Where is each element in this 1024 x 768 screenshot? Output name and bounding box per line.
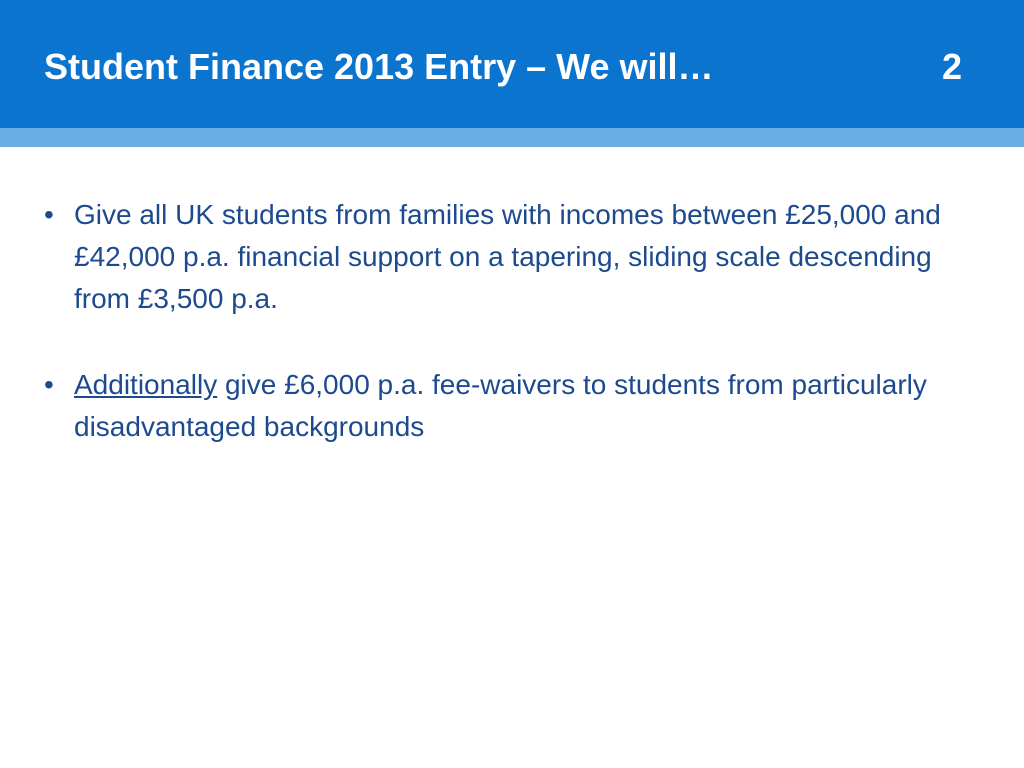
slide-title: Student Finance 2013 Entry – We will… — [44, 46, 714, 87]
bullet-text: give £6,000 p.a. fee-waivers to students from particularly disadvantaged backgrounds — [74, 369, 927, 442]
accent-band — [0, 128, 1024, 147]
bullet-item — [44, 194, 964, 320]
bullet-text: Give all UK students from families with incomes between £25,000 and £42,000 p.a. financial support on a tapering, sliding scale descending from £3,500 p.a. — [74, 199, 941, 314]
slide-number: 2 — [942, 46, 963, 87]
bullet-item — [44, 364, 964, 448]
bullet-dot-icon: • — [44, 199, 54, 230]
bullet-list — [44, 194, 964, 492]
bullet-dot-icon: • — [44, 369, 54, 400]
bullet-lead-underlined: Additionally — [74, 369, 218, 400]
